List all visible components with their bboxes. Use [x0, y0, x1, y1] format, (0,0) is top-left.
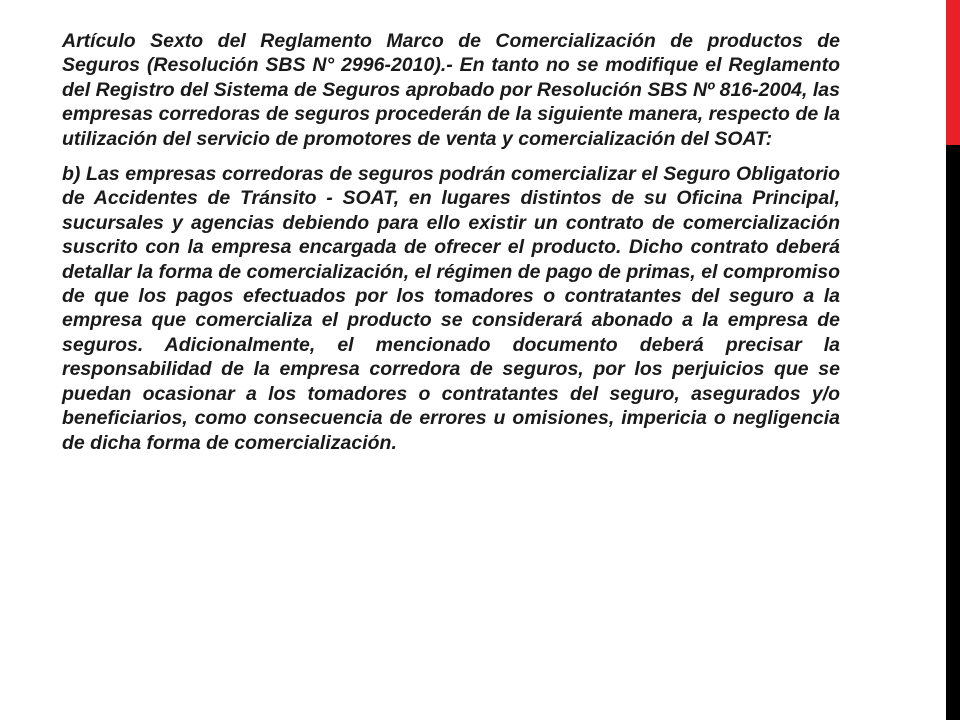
- article-intro-paragraph: Artículo Sexto del Reglamento Marco de Comercialización de productos de Seguros (Resolución SBS N° 2996-2010).- En tanto no se modifique el Reglamento del Registro del Sistema de Seguros aprobado por Resolución SBS Nº 816-2004, las empresas corredoras de seguros procederán de la siguiente manera, respecto de la utilización del servicio de promotores de venta y comercialización del SOAT:: [62, 30, 840, 150]
- article-clause-b-paragraph: b) Las empresas corredoras de seguros podrán comercializar el Seguro Obligatorio de Accidentes de Tránsito - SOAT, en lugares distintos de su Oficina Principal, sucursales y agencias debiendo para ello existir un contrato de comercialización suscrito con la empresa encargada de ofrecer el producto. Dicho contrato deberá detallar la forma de comercialización, el régimen de pago de primas, el compromiso de que los pagos efectuados por los tomadores o contratantes del seguro a la empresa que comercializa el producto se considerará abonado a la empresa de seguros. Adicionalmente, el mencionado documento deberá precisar la responsabilidad de la empresa corredora de seguros, por los perjuicios que se puedan ocasionar a los tomadores o contratantes del seguro, asegurados y/o beneficiarios, como consecuencia de errores u omisiones, impericia o negligencia de dicha forma de comercialización.: [62, 163, 840, 454]
- accent-bar-black: [946, 145, 960, 720]
- slide-body-text: [62, 29, 840, 455]
- accent-bar-red: [946, 0, 960, 145]
